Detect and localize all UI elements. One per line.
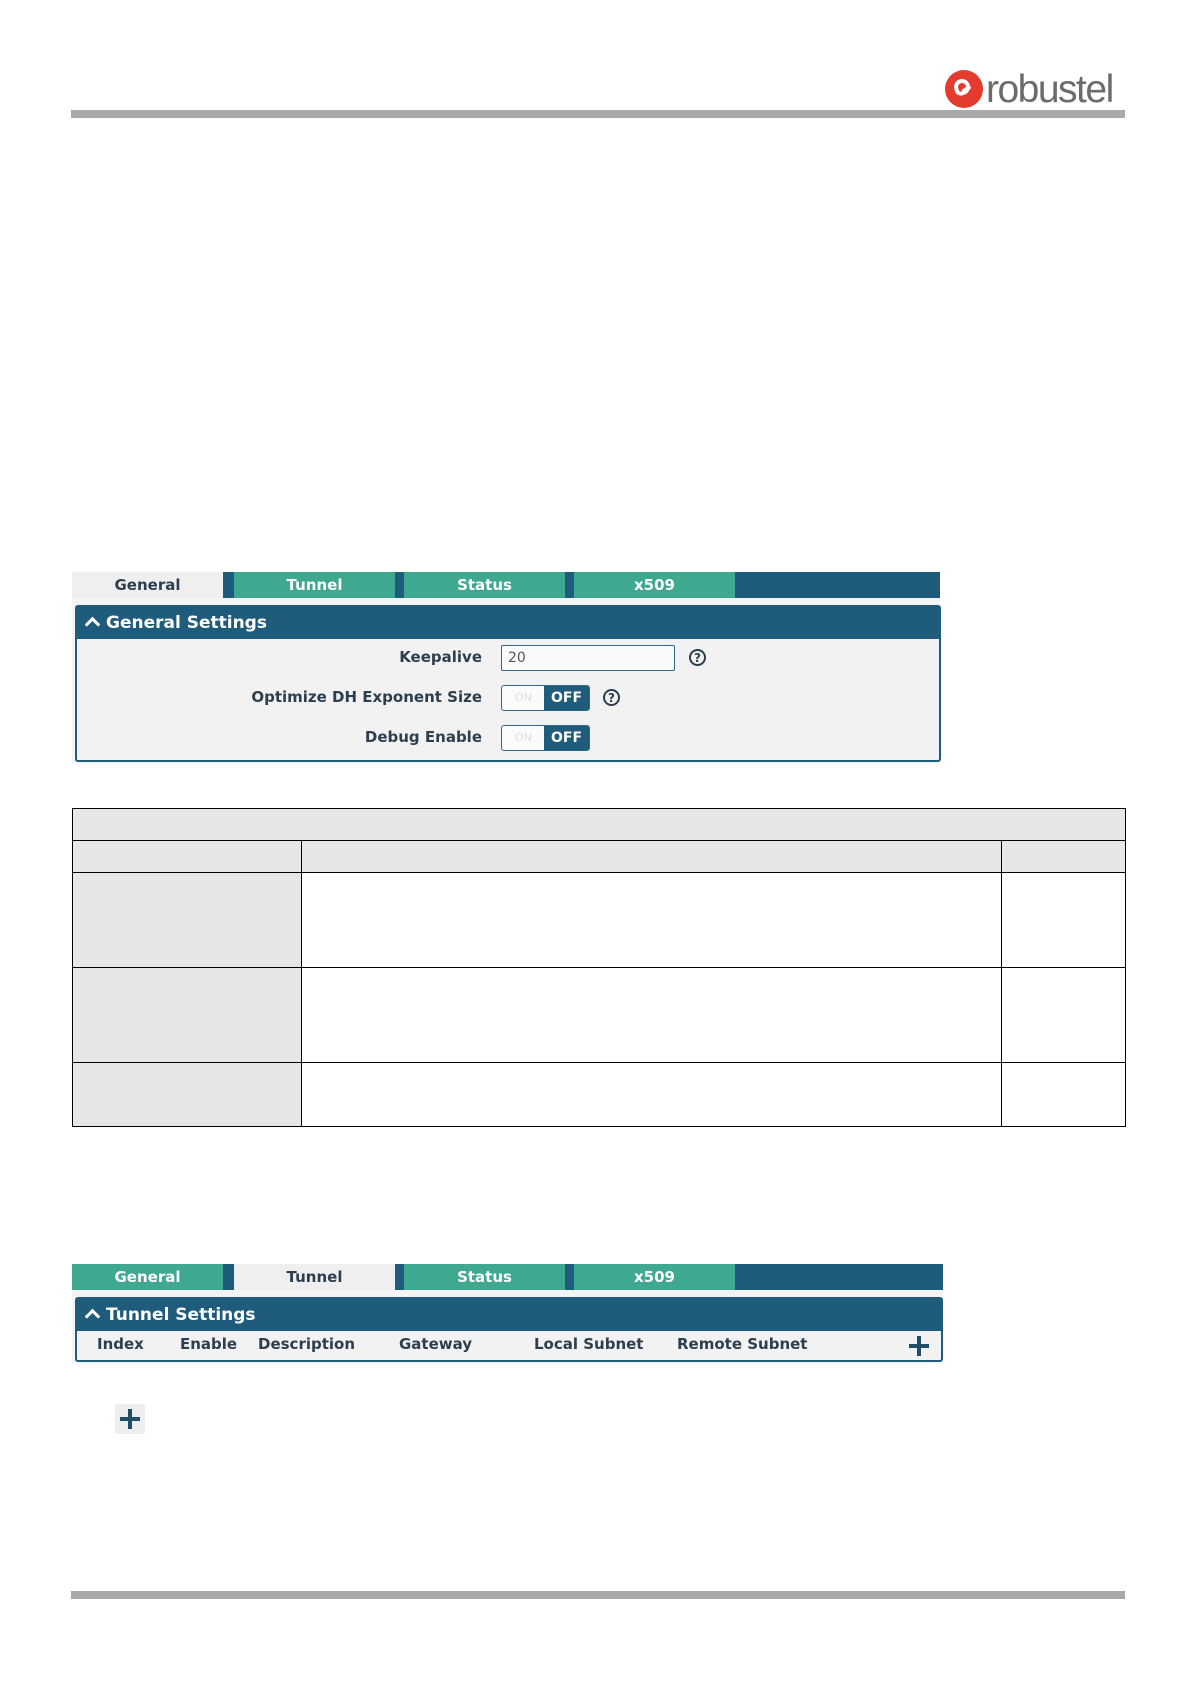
table-header-cell xyxy=(1002,841,1126,873)
keepalive-label: Keepalive xyxy=(399,648,482,666)
help-icon[interactable]: ? xyxy=(603,689,620,706)
column-description: Description xyxy=(258,1335,356,1353)
column-gateway: Gateway xyxy=(399,1335,473,1353)
logo-text: robustel xyxy=(986,67,1113,111)
table-cell xyxy=(1002,968,1126,1063)
section-title: General Settings xyxy=(106,613,267,633)
tab-status[interactable]: Status xyxy=(404,1264,565,1290)
caret-up-icon xyxy=(85,617,101,633)
tab-tunnel[interactable]: Tunnel xyxy=(234,572,395,598)
tab-general[interactable]: General xyxy=(72,572,223,598)
tab-x509[interactable]: x509 xyxy=(574,1264,735,1290)
table-header-cell xyxy=(302,841,1002,873)
tunnel-settings-panel xyxy=(72,1264,943,1364)
table-cell xyxy=(73,873,302,968)
general-settings-box xyxy=(75,605,941,762)
toggle-knob: ON xyxy=(502,686,546,710)
toggle-state: OFF xyxy=(544,686,589,710)
general-settings-panel xyxy=(72,572,940,764)
add-button[interactable] xyxy=(115,1404,145,1434)
table-cell xyxy=(1002,1063,1126,1127)
table-cell xyxy=(302,1063,1002,1127)
section-header[interactable] xyxy=(77,607,939,639)
column-remote-subnet: Remote Subnet xyxy=(677,1335,808,1353)
tab-general[interactable]: General xyxy=(72,1264,223,1290)
help-icon[interactable]: ? xyxy=(689,649,706,666)
column-index: Index xyxy=(97,1335,144,1353)
table-header-cell xyxy=(73,841,302,873)
table-cell xyxy=(73,1063,302,1127)
optimize-dh-toggle[interactable] xyxy=(501,685,590,711)
header-rule xyxy=(71,110,1125,118)
table-row xyxy=(73,873,1126,968)
tunnel-settings-box xyxy=(75,1297,943,1362)
debug-enable-label: Debug Enable xyxy=(364,728,482,746)
table-row xyxy=(73,1063,1126,1127)
tab-tunnel[interactable]: Tunnel xyxy=(234,1264,395,1290)
footer-rule xyxy=(71,1591,1125,1599)
section-header[interactable] xyxy=(77,1299,941,1331)
caret-up-icon xyxy=(85,1309,101,1325)
table-title-row xyxy=(73,809,1126,841)
toggle-state: OFF xyxy=(544,726,589,750)
table-row xyxy=(73,968,1126,1063)
tab-status[interactable]: Status xyxy=(404,572,565,598)
plus-icon xyxy=(120,1409,140,1429)
keepalive-input[interactable]: 20 xyxy=(501,645,675,671)
add-tunnel-plus-icon[interactable] xyxy=(909,1336,929,1356)
table-cell xyxy=(73,968,302,1063)
optimize-dh-label: Optimize DH Exponent Size xyxy=(251,688,482,706)
parameter-table xyxy=(72,808,1126,1127)
section-title: Tunnel Settings xyxy=(106,1305,256,1325)
table-cell xyxy=(1002,873,1126,968)
toggle-knob: ON xyxy=(502,726,546,750)
table-cell xyxy=(302,968,1002,1063)
column-enable: Enable xyxy=(180,1335,238,1353)
column-local-subnet: Local Subnet xyxy=(534,1335,644,1353)
tab-x509[interactable]: x509 xyxy=(574,572,735,598)
table-cell xyxy=(302,873,1002,968)
tunnel-table-header xyxy=(77,1331,941,1359)
robustel-logo-icon xyxy=(945,70,983,108)
company-logo xyxy=(945,66,1113,112)
debug-enable-toggle[interactable] xyxy=(501,725,590,751)
